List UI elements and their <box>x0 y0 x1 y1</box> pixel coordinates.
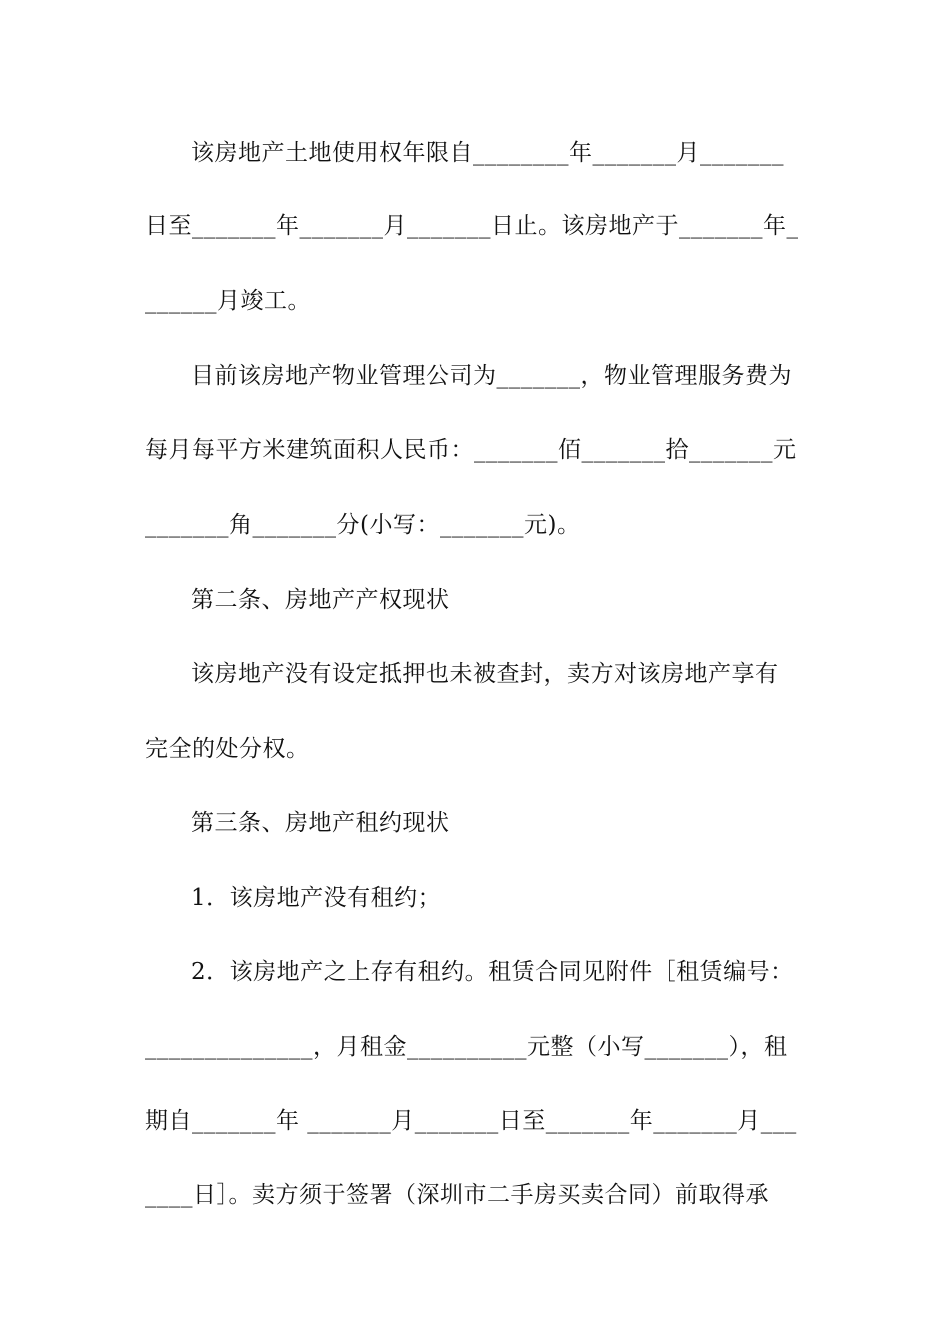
paragraph-line-management-fee: 每月每平方米建筑面积人民币：_______佰_______拾_______元 <box>145 437 797 463</box>
paragraph-line-no-mortgage: 该房地产没有设定抵押也未被查封，卖方对该房地产享有 <box>191 661 779 687</box>
paragraph-line-property-management: 目前该房地产物业管理公司为_______，物业管理服务费为 <box>191 363 792 389</box>
list-item-2: 2．该房地产之上存有租约。租赁合同见附件［租赁编号： <box>191 959 794 985</box>
paragraph-line-land-use-term: 该房地产土地使用权年限自________年_______月_______ <box>191 140 784 166</box>
list-item-1: 1．该房地产没有租约； <box>191 885 442 911</box>
paragraph-line-lease-number: ______________，月租金__________元整（小写_______），租 <box>145 1034 788 1060</box>
section-heading-article-2: 第二条、房地产产权现状 <box>191 587 450 613</box>
paragraph-line-term-end: 日至_______年_______月_______日止。该房地产于_______年_ <box>145 213 799 239</box>
section-heading-article-3: 第三条、房地产租约现状 <box>191 810 450 836</box>
paragraph-line-seller-obligation: ____日］。卖方须于签署（深圳市二手房买卖合同）前取得承 <box>145 1182 769 1208</box>
paragraph-line-completion: ______月竣工。 <box>145 288 311 314</box>
paragraph-line-lease-term: 期自_______年 _______月_______日至_______年_______月___ <box>145 1108 797 1134</box>
paragraph-line-fee-amount: _______角_______分(小写：_______元)。 <box>145 512 581 538</box>
paragraph-line-disposal-right: 完全的处分权。 <box>145 736 310 762</box>
